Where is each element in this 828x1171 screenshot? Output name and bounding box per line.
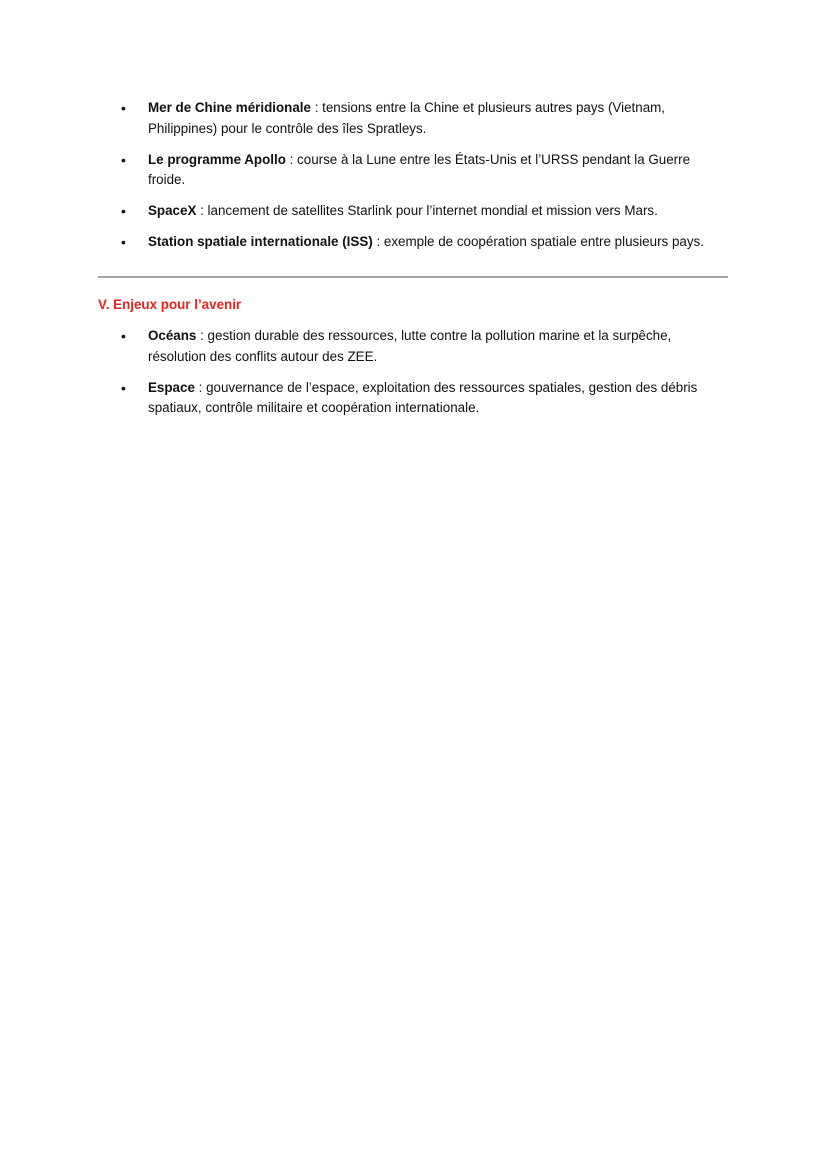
horizontal-divider bbox=[98, 276, 728, 278]
item-term: Mer de Chine méridionale bbox=[148, 100, 311, 115]
list-item bbox=[118, 201, 728, 222]
item-term: SpaceX bbox=[148, 203, 197, 218]
item-text: : tensions entre la Chine et plusieurs autres pays (Vietnam, Philippines) pour le contrôle des îles Spratleys. bbox=[148, 100, 666, 136]
list-item bbox=[118, 326, 728, 367]
bullet-icon: • bbox=[121, 151, 126, 168]
item-text: : gouvernance de l’espace, exploitation des ressources spatiales, gestion des débris spatiaux, contrôle militaire et coopération internationale. bbox=[148, 379, 698, 415]
bullet-icon: • bbox=[121, 234, 126, 250]
bullet-icon: • bbox=[121, 203, 126, 219]
item-term: Station spatiale internationale (ISS) bbox=[148, 234, 373, 249]
examples-list bbox=[118, 98, 728, 263]
future-issues-list bbox=[118, 326, 728, 429]
item-term: Espace bbox=[148, 379, 195, 395]
bullet-icon: • bbox=[121, 379, 126, 396]
item-text: : course à la Lune entre les États-Unis et l’URSS pendant la Guerre froide. bbox=[148, 151, 691, 187]
section-heading: V. Enjeux pour l’avenir bbox=[98, 297, 242, 312]
bullet-icon: • bbox=[121, 100, 126, 116]
bullet-icon: • bbox=[121, 328, 126, 344]
item-term: Le programme Apollo bbox=[148, 151, 286, 167]
item-text: : exemple de coopération spatiale entre plusieurs pays. bbox=[372, 234, 704, 249]
list-item bbox=[118, 378, 728, 419]
item-text: : gestion durable des ressources, lutte contre la pollution marine et la surpêche, résolution des conflits autour des ZEE. bbox=[148, 328, 672, 364]
list-item bbox=[118, 98, 728, 139]
item-text: : lancement de satellites Starlink pour l’internet mondial et mission vers Mars. bbox=[196, 203, 658, 218]
item-term: Océans bbox=[148, 328, 197, 343]
list-item bbox=[118, 150, 728, 191]
list-item bbox=[118, 232, 728, 253]
